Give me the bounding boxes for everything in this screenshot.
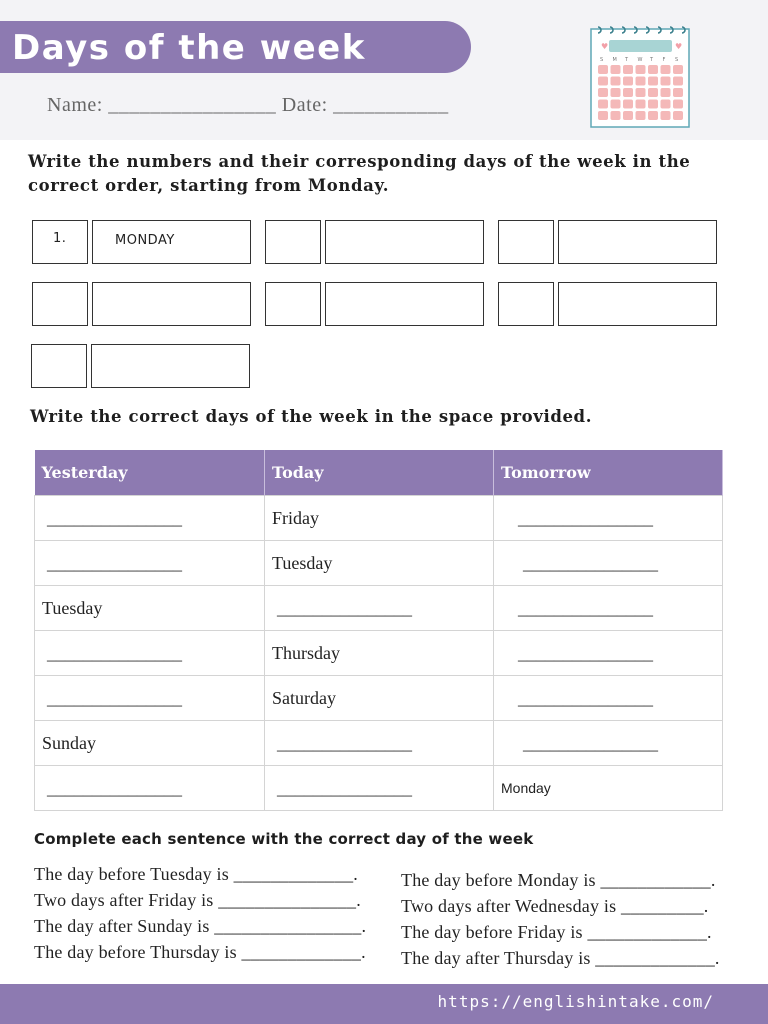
name-date-line: Name: ________________ Date: ___________ — [47, 94, 449, 116]
table-cell[interactable]: _______________ — [494, 631, 723, 676]
svg-text:♥: ♥ — [675, 42, 683, 51]
sentence-right-4: The day after Thursday is _____________. — [401, 948, 720, 968]
header-today: Today — [265, 450, 494, 496]
calendar-cell — [673, 88, 683, 97]
table-cell: Tuesday — [35, 586, 265, 631]
section3-instruction: Complete each sentence with the correct day of the week — [34, 830, 534, 848]
calendar-cell — [648, 65, 658, 74]
day-box-5[interactable] — [325, 282, 484, 326]
table-row — [35, 496, 723, 541]
day-box-7[interactable] — [91, 344, 250, 388]
calendar-cell — [636, 65, 646, 74]
calendar-cell — [648, 77, 658, 86]
calendar-cell — [611, 111, 621, 120]
header-tomorrow: Tomorrow — [494, 450, 723, 496]
day-box-4[interactable] — [92, 282, 251, 326]
section2-instruction: Write the correct days of the week in the space provided. — [30, 407, 593, 426]
table-cell[interactable]: _______________ — [35, 676, 265, 721]
table-row — [35, 721, 723, 766]
days-table — [34, 450, 723, 811]
sentence-right-3: The day before Friday is _____________. — [401, 922, 712, 942]
calendar-weekday: W — [637, 57, 643, 63]
day-box-2[interactable] — [325, 220, 484, 264]
calendar-cell — [673, 111, 683, 120]
calendar-cell — [623, 88, 633, 97]
table-cell: Saturday — [265, 676, 494, 721]
table-cell[interactable]: _______________ — [35, 496, 265, 541]
calendar-cell — [648, 111, 658, 120]
calendar-weekday: S — [600, 57, 604, 63]
calendar-cell — [623, 111, 633, 120]
table-cell: Sunday — [35, 721, 265, 766]
calendar-cell — [673, 100, 683, 109]
example-day: MONDAY — [115, 233, 175, 248]
calendar-cell — [623, 100, 633, 109]
number-box-5[interactable] — [265, 282, 321, 326]
table-cell[interactable]: _______________ — [494, 586, 723, 631]
sentence-right-1: The day before Monday is ____________. — [401, 870, 716, 890]
footer-url-link[interactable]: https://englishintake.com/ — [437, 992, 714, 1011]
calendar-cell — [636, 111, 646, 120]
table-cell[interactable]: _______________ — [494, 676, 723, 721]
calendar-cell — [611, 77, 621, 86]
calendar-cell — [661, 100, 671, 109]
table-row — [35, 541, 723, 586]
sentence-left-4: The day before Thursday is _____________. — [34, 942, 366, 962]
table-cell: Monday — [494, 766, 723, 811]
table-cell: Friday — [265, 496, 494, 541]
number-box-3[interactable] — [498, 220, 554, 264]
calendar-cell — [661, 111, 671, 120]
table-cell: Tuesday — [265, 541, 494, 586]
calendar-cell — [623, 77, 633, 86]
calendar-cell — [673, 77, 683, 86]
table-cell: Thursday — [265, 631, 494, 676]
table-cell[interactable]: _______________ — [35, 631, 265, 676]
table-cell[interactable]: _______________ — [494, 496, 723, 541]
table-row — [35, 586, 723, 631]
day-box-6[interactable] — [558, 282, 717, 326]
number-box-6[interactable] — [498, 282, 554, 326]
table-cell[interactable]: _______________ — [265, 766, 494, 811]
section1-instruction: Write the numbers and their corresponding days of the week in the correct order, starting from Monday. — [28, 152, 691, 195]
sentence-left-1: The day before Tuesday is _____________. — [34, 864, 358, 884]
calendar-cell — [598, 100, 608, 109]
table-cell[interactable]: _______________ — [494, 721, 723, 766]
calendar-cell — [661, 65, 671, 74]
table-cell[interactable]: _______________ — [35, 766, 265, 811]
sentence-left-2: Two days after Friday is _______________. — [34, 890, 361, 910]
table-cell[interactable]: _______________ — [35, 541, 265, 586]
table-row — [35, 631, 723, 676]
calendar-cell — [636, 88, 646, 97]
calendar-weekday: S — [675, 57, 679, 63]
calendar-cell — [636, 77, 646, 86]
example-number: 1. — [53, 231, 67, 246]
calendar-cell — [673, 65, 683, 74]
calendar-weekday: T — [650, 57, 654, 63]
calendar-cell — [636, 100, 646, 109]
calendar-cell — [598, 88, 608, 97]
table-row — [35, 676, 723, 721]
calendar-cell — [648, 100, 658, 109]
table-cell[interactable]: _______________ — [265, 586, 494, 631]
calendar-cell — [661, 88, 671, 97]
calendar-weekday: T — [625, 57, 629, 63]
calendar-cell — [598, 77, 608, 86]
sentence-right-2: Two days after Wednesday is _________. — [401, 896, 709, 916]
calendar-cell — [623, 65, 633, 74]
svg-text:♥: ♥ — [601, 42, 609, 51]
table-cell[interactable]: _______________ — [494, 541, 723, 586]
header-yesterday: Yesterday — [35, 450, 265, 496]
calendar-weekday: F — [662, 57, 666, 63]
calendar-weekday: M — [612, 57, 617, 63]
calendar-icon — [588, 24, 692, 128]
number-box-7[interactable] — [31, 344, 87, 388]
calendar-cell — [598, 65, 608, 74]
calendar-cell — [611, 65, 621, 74]
table-cell[interactable]: _______________ — [265, 721, 494, 766]
calendar-cell — [611, 88, 621, 97]
calendar-cell — [648, 88, 658, 97]
sentence-left-3: The day after Sunday is ________________. — [34, 916, 367, 936]
calendar-cell — [611, 100, 621, 109]
table-row — [35, 766, 723, 811]
number-box-2[interactable] — [265, 220, 321, 264]
calendar-cell — [598, 111, 608, 120]
calendar-cell — [661, 77, 671, 86]
number-box-4[interactable] — [32, 282, 88, 326]
footer-bar — [0, 984, 768, 1024]
day-box-3[interactable] — [558, 220, 717, 264]
page-title: Days of the week — [12, 28, 366, 68]
table-header-row — [35, 450, 723, 496]
